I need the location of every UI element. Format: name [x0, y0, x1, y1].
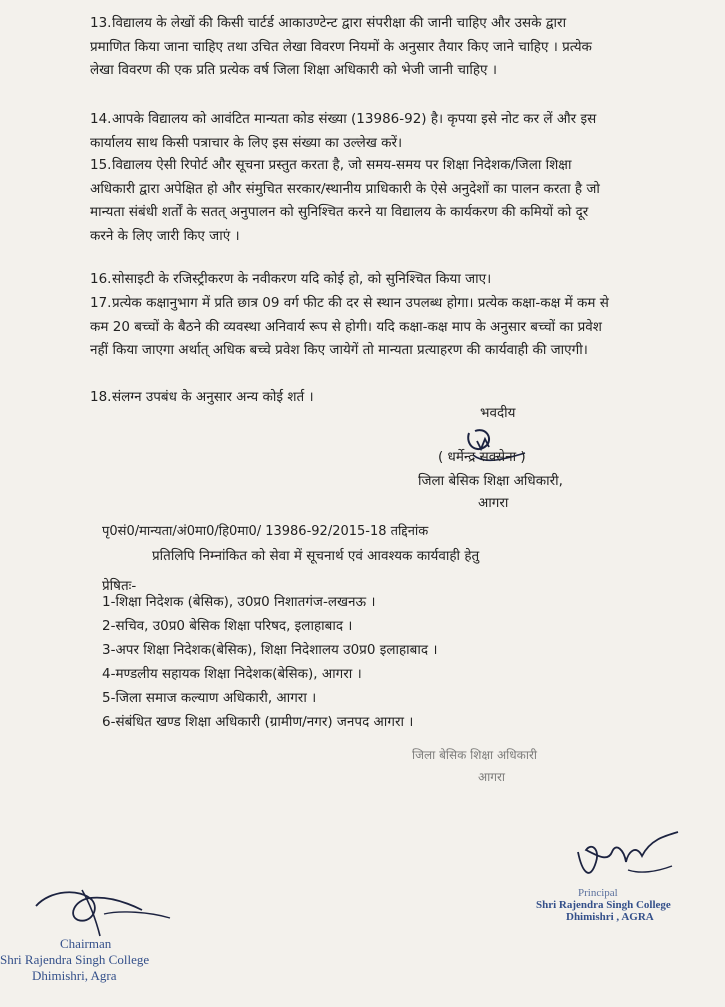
clause-number: 18.: [90, 389, 112, 405]
clause-16: [90, 268, 610, 292]
clause-number: 14.: [90, 111, 112, 127]
clause-15: [90, 154, 610, 248]
signatory-name: ( धर्मेन्द्र सक्सेना ): [438, 449, 526, 465]
clause-17: [90, 292, 610, 363]
closing: भवदीय: [480, 405, 516, 421]
chairman-stamp: [0, 936, 149, 984]
clause-text: विद्यालय ऐसी रिपोर्ट और सूचना प्रस्तुत करता है, जो समय-समय पर शिक्षा निदेशक/जिला शिक्षा अधिकारी द्वारा अपेक्षित हो और संमुचित सरकार/स्थानीय प्राधिकारी के ऐसे अनुदेशों का पालन करता है जो मान्यता संबंधी शर्तों के सतत् अनुपालन को सुनिश्चित करने या विद्यालय के कार्यकरण की कमियों को दूर करने के लिए जारी किए जाएं ।: [90, 157, 600, 244]
clause-text: आपके विद्यालय को आवंटित मान्यता कोड संख्या (13986-92) है। कृपया इसे नोट कर लें और इस कार्यालय साथ किसी पत्राचार के लिए इस संख्या का उल्लेख करें।: [90, 111, 597, 151]
cc-subject: प्रतिलिपि निम्नांकित को सेवा में सूचनार्थ एवं आवश्यक कार्यवाही हेतु: [152, 548, 480, 564]
clause-13: [90, 12, 610, 83]
stamp-org: Shri Rajendra Singh College: [536, 899, 671, 911]
clause-18: [90, 386, 610, 410]
list-item: 6-संबंधित खण्ड शिक्षा अधिकारी (ग्रामीण/नगर) जनपद आगरा ।: [102, 714, 414, 730]
clause-text: विद्यालय के लेखों की किसी चार्टर्ड आकाउण्टेन्ट द्वारा संपरीक्षा की जानी चाहिए और उसके द्वारा प्रमाणित किया जाना चाहिए तथा उचित लेखा विवरण नियमों के अनुसार तैयार किए जाने चाहिए । प्रत्येक लेखा विवरण की एक प्रति प्रत्येक वर्ष जिला शिक्षा अधिकारी को भेजी जानी चाहिए ।: [90, 15, 592, 78]
signatory-designation: जिला बेसिक शिक्षा अधिकारी,: [418, 473, 563, 489]
clause-number: 15.: [90, 157, 112, 173]
list-item: 4-मण्डलीय सहायक शिक्षा निदेशक(बेसिक), आगरा ।: [102, 666, 362, 682]
stamp-title: Principal: [578, 887, 618, 899]
clause-text: सोसाइटी के रजिस्ट्रीकरण के नवीकरण यदि कोई हो, को सुनिश्चित किया जाए।: [112, 271, 492, 287]
reference-number: पृ0सं0/मान्यता/अं0मा0/हि0मा0/ 13986-92/2015-18 तद्दिनांक: [102, 524, 429, 539]
list-item: 1-शिक्षा निदेशक (बेसिक), उ0प्र0 निशातगंज-लखनऊ ।: [102, 594, 376, 610]
clause-number: 16.: [90, 271, 112, 287]
stamp-place: Dhimishri, Agra: [32, 968, 117, 983]
signatory-place: आगरा: [478, 495, 509, 511]
clause-text: संलग्न उपबंध के अनुसार अन्य कोई शर्त ।: [112, 389, 314, 405]
principal-stamp: [536, 887, 671, 923]
clause-number: 17.: [90, 295, 112, 311]
clause-14: [90, 108, 610, 155]
stamp-org: Shri Rajendra Singh College: [0, 952, 150, 967]
chairman-signature: [30, 880, 180, 942]
list-item: 5-जिला समाज कल्याण अधिकारी, आगरा ।: [102, 690, 317, 706]
sent-to-label: प्रेषितः-: [102, 578, 137, 594]
clause-text: प्रत्येक कक्षानुभाग में प्रति छात्र 09 वर्ग फीट की दर से स्थान उपलब्ध होगा। प्रत्येक कक्षा-कक्ष में कम से कम 20 बच्चों के बैठने की व्यवस्था अनिवार्य रूप से होगी। यदि कक्षा-कक्ष माप के अनुसार बच्चों का प्रवेश नहीं किया जाएगा अर्थात् अधिक बच्चे प्रवेश किए जायेगें तो मान्यता प्रत्याहरण की कार्यवाही की जाएगी।: [90, 295, 609, 358]
second-signatory-place: आगरा: [478, 770, 506, 784]
clause-number: 13.: [90, 15, 112, 31]
list-item: 2-सचिव, उ0प्र0 बेसिक शिक्षा परिषद, इलाहाबाद ।: [102, 618, 353, 634]
stamp-title: Chairman: [60, 936, 112, 951]
stamp-place: Dhimishri , AGRA: [566, 911, 654, 923]
list-item: 3-अपर शिक्षा निदेशक(बेसिक), शिक्षा निदेशालय उ0प्र0 इलाहाबाद ।: [102, 642, 438, 658]
second-signatory-designation: जिला बेसिक शिक्षा अधिकारी: [412, 748, 537, 762]
principal-signature: [568, 822, 698, 892]
